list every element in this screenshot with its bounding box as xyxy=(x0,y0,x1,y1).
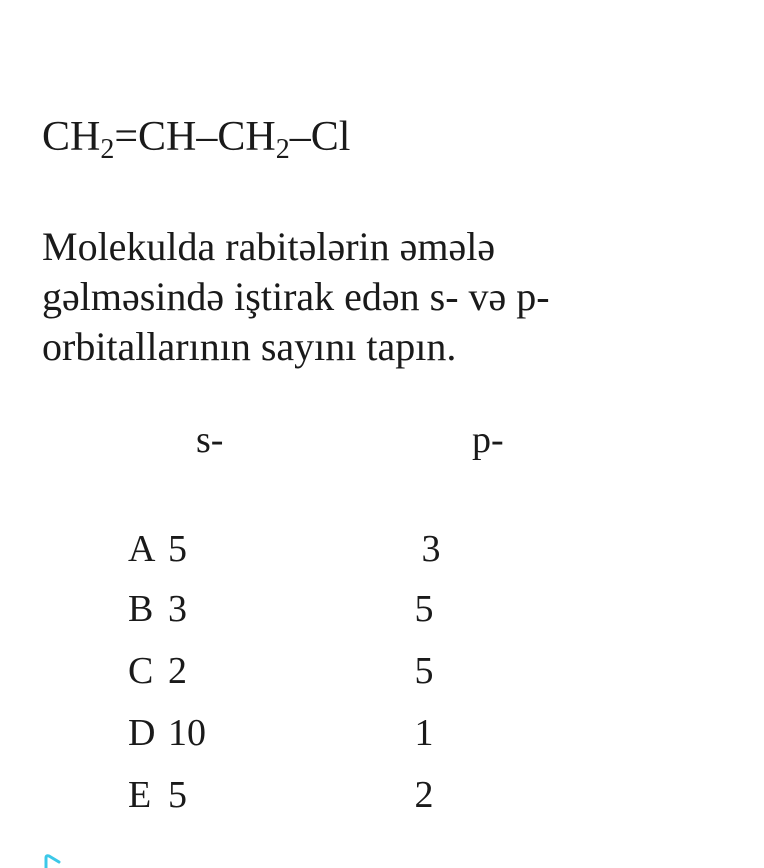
option-s-value: 2 xyxy=(168,650,187,692)
question-text xyxy=(42,222,742,372)
option-p-value: 2 xyxy=(414,774,434,816)
formula-subscript-1: 2 xyxy=(100,134,115,165)
option-letter: B xyxy=(128,588,154,630)
question-line: Molekulda rabitələrin əmələ xyxy=(42,224,496,269)
option-p-value: 1 xyxy=(414,712,434,754)
option-s-value: 10 xyxy=(168,712,206,754)
question-line: gəlməsində iştirak edən s- və p- xyxy=(42,274,550,319)
chemical-formula xyxy=(42,112,351,165)
column-header-p: p- xyxy=(472,419,504,461)
option-letter: A xyxy=(128,528,156,570)
option-letter: C xyxy=(128,650,154,692)
column-header-s: s- xyxy=(196,419,224,461)
option-p-value: 5 xyxy=(414,588,434,630)
formula-part-1: CH xyxy=(42,114,101,160)
option-s-value: 5 xyxy=(168,774,187,816)
answer-option-a[interactable] xyxy=(0,527,764,587)
formula-part-2: =CH–CH xyxy=(114,114,276,160)
answer-option-e[interactable] xyxy=(0,773,764,833)
answer-option-c[interactable] xyxy=(0,649,764,709)
formula-subscript-2: 2 xyxy=(275,134,290,165)
question-line: orbitallarının sayını tapın. xyxy=(42,324,457,369)
option-s-value: 3 xyxy=(168,588,187,630)
answer-option-d[interactable] xyxy=(0,711,764,771)
cursor-fragment-icon xyxy=(44,854,62,868)
option-p-value: 3 xyxy=(421,528,441,570)
option-s-value: 5 xyxy=(168,528,187,570)
option-letter: E xyxy=(128,774,152,816)
answer-option-b[interactable] xyxy=(0,587,764,647)
option-letter: D xyxy=(128,712,156,754)
option-p-value: 5 xyxy=(414,650,434,692)
formula-part-3: –Cl xyxy=(289,114,351,160)
